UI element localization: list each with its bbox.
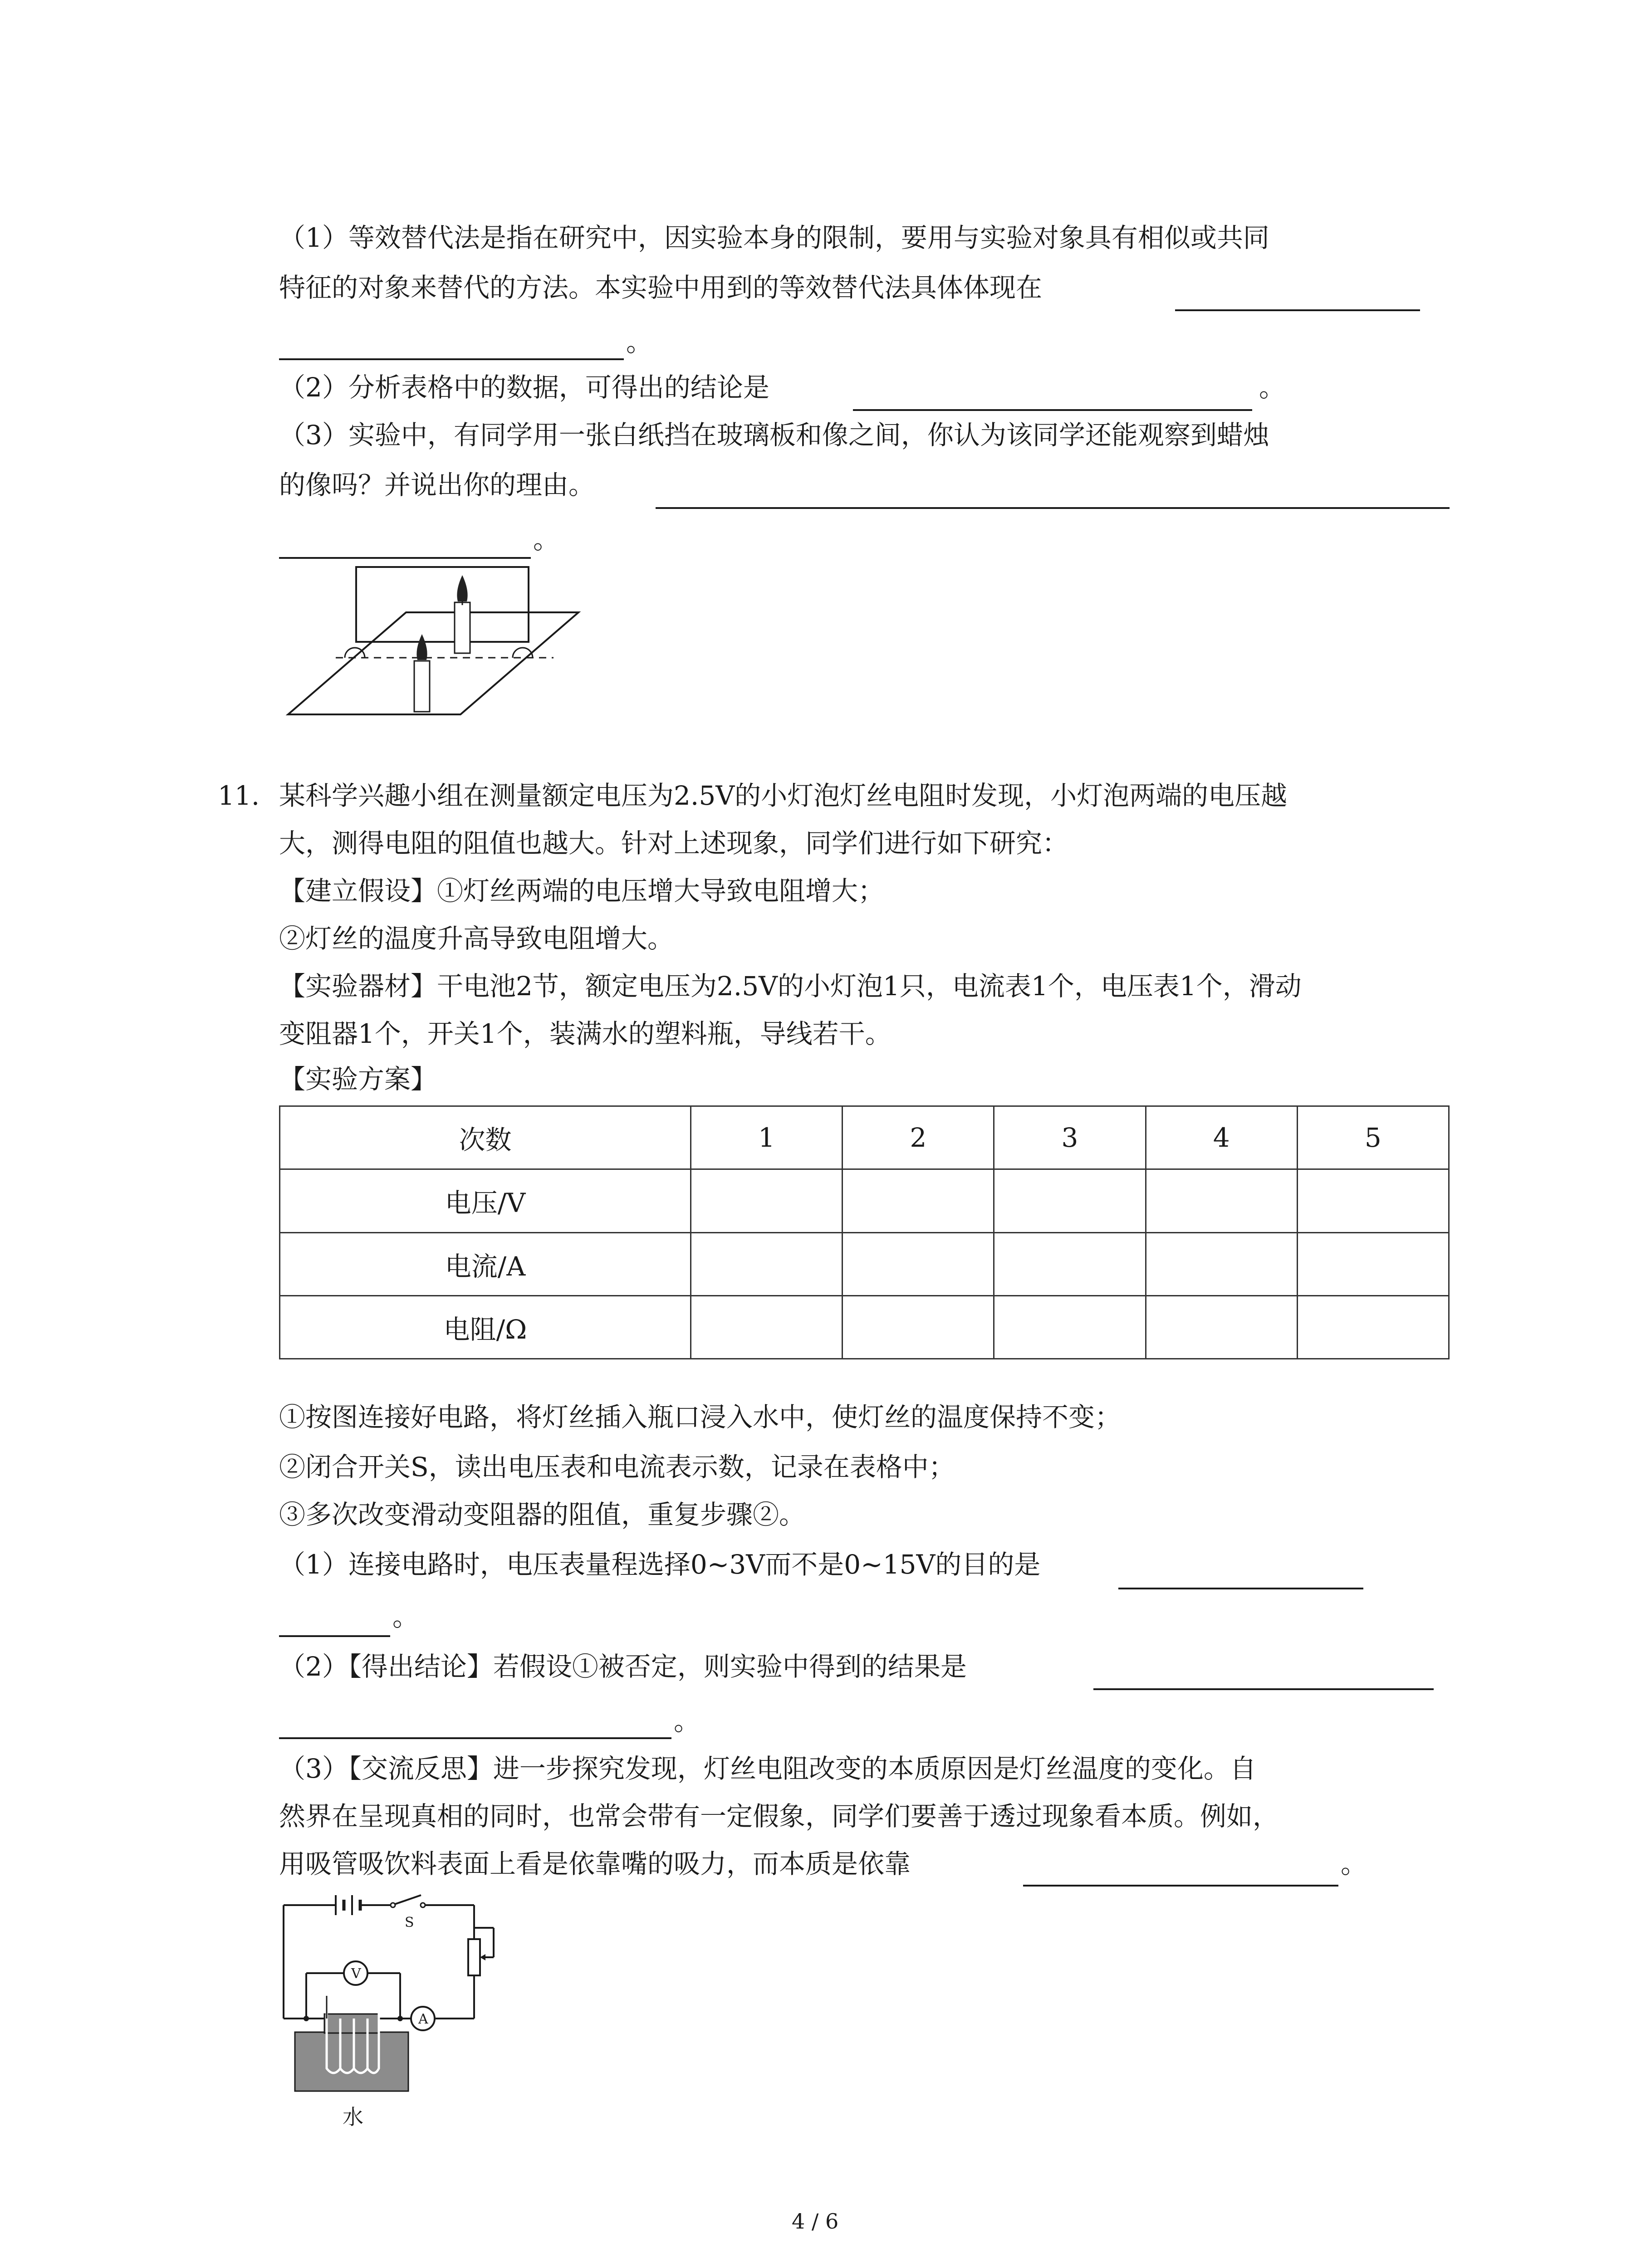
table-header-row (280, 1106, 1449, 1169)
q10-part2: （2）分析表格中的数据，可得出的结论是 (279, 372, 769, 403)
table-cell[interactable] (843, 1232, 994, 1295)
measurement-table (279, 1105, 1450, 1359)
table-cell[interactable] (1146, 1169, 1297, 1232)
q11-part2-end: 。 (674, 1706, 700, 1736)
ammeter-label: A (418, 2011, 428, 2027)
switch-label: S (405, 1915, 414, 1931)
q11-part3-line3: 用吸管吸饮料表面上看是依靠嘴的吸力，而本质是依靠 (279, 1848, 911, 1879)
q11-part3-line2: 然界在呈现真相的同时，也常会带有一定假象，同学们要善于透过现象看本质。例如， (279, 1801, 1279, 1832)
q10-part1-answer-blank-b[interactable] (279, 358, 624, 360)
table-header-cell: 5 (1297, 1106, 1449, 1169)
q11-equipment-line2: 变阻器1个，开关1个，装满水的塑料瓶，导线若干。 (279, 1018, 892, 1049)
table-cell[interactable] (1297, 1295, 1449, 1359)
table-cell[interactable] (843, 1169, 994, 1232)
q11-part3-end: 。 (1341, 1848, 1367, 1879)
q11-intro-line2: 大，测得电阻的阻值也越大。针对上述现象，同学们进行如下研究： (279, 828, 1069, 859)
front-candle-icon (414, 634, 430, 712)
table-header-cell: 4 (1146, 1106, 1297, 1169)
q11-hypothesis-2: ②灯丝的温度升高导致电阻增大。 (279, 923, 674, 954)
q11-part1-answer-blank-b[interactable] (279, 1635, 390, 1637)
q11-part3-answer-blank[interactable] (1023, 1885, 1338, 1887)
table-row-voltage (280, 1169, 1449, 1232)
table-cell[interactable] (691, 1295, 843, 1359)
row-label-voltage: 电压/V (280, 1169, 691, 1232)
water-label: 水 (343, 2105, 363, 2129)
q10-part1-line2: 特征的对象来替代的方法。本实验中用到的等效替代法具体体现在 (279, 272, 1043, 303)
q10-part2-end: 。 (1259, 372, 1286, 403)
q11-part3-line1: （3）【交流反思】进一步探究发现，灯丝电阻改变的本质原因是灯丝温度的变化。自 (279, 1753, 1256, 1784)
table-cell[interactable] (1297, 1169, 1449, 1232)
table-cell[interactable] (994, 1232, 1146, 1295)
table-cell[interactable] (1297, 1232, 1449, 1295)
q11-equipment-line1: 【实验器材】干电池2节，额定电压为2.5V的小灯泡1只，电流表1个，电压表1个，滑动 (279, 971, 1302, 1002)
q10-part3-line2: 的像吗？并说出你的理由。 (279, 469, 595, 500)
table-header-cell: 次数 (280, 1106, 691, 1169)
voltmeter-icon (344, 1961, 367, 1985)
table-row-resistance (280, 1295, 1449, 1359)
water-bottle-icon (295, 2014, 408, 2091)
q11-part1-answer-blank-a[interactable] (1118, 1588, 1363, 1589)
q11-part1: （1）连接电路时，电压表量程选择0~3V而不是0~15V的目的是 (279, 1549, 1041, 1580)
q11-step-2: ②闭合开关S，读出电压表和电流表示数，记录在表格中； (279, 1452, 955, 1482)
row-label-current: 电流/A (280, 1232, 691, 1295)
q11-hypothesis-1: 【建立假设】①灯丝两端的电压增大导致电阻增大； (279, 875, 885, 906)
table-cell[interactable] (994, 1169, 1146, 1232)
q10-part2-answer-blank[interactable] (853, 409, 1252, 411)
q10-part3-answer-blank-a[interactable] (656, 507, 1450, 509)
q10-part1-answer-blank-a[interactable] (1175, 309, 1420, 311)
table-row-current (280, 1232, 1449, 1295)
q10-part3-end: 。 (533, 524, 560, 555)
q11-step-1: ①按图连接好电路，将灯丝插入瓶口浸入水中，使灯丝的温度保持不变； (279, 1402, 1122, 1432)
q11-step-3: ③多次改变滑动变阻器的阻值，重复步骤②。 (279, 1499, 806, 1530)
rear-candle-icon (455, 575, 470, 653)
q11-part1-end: 。 (392, 1601, 419, 1632)
circuit-diagram (272, 1882, 508, 2100)
table-header-cell: 3 (994, 1106, 1146, 1169)
q11-intro-line1: 某科学兴趣小组在测量额定电压为2.5V的小灯泡灯丝电阻时发现，小灯泡两端的电压越 (279, 780, 1288, 811)
table-cell[interactable] (994, 1295, 1146, 1359)
q11-number: 11. (218, 780, 260, 811)
table-cell[interactable] (1146, 1232, 1297, 1295)
row-label-resistance: 电阻/Ω (280, 1295, 691, 1359)
q10-part3-line1: （3）实验中，有同学用一张白纸挡在玻璃板和像之间，你认为该同学还能观察到蜡烛 (279, 420, 1269, 450)
q11-part2-answer-blank-b[interactable] (279, 1737, 671, 1739)
rheostat-icon (468, 1928, 494, 1975)
q11-part2: （2）【得出结论】若假设①被否定，则实验中得到的结果是 (279, 1651, 967, 1682)
table-cell[interactable] (843, 1295, 994, 1359)
battery-icon (336, 1895, 360, 1915)
ammeter-icon (411, 2007, 435, 2030)
q10-part1-line1: （1）等效替代法是指在研究中，因实验本身的限制，要用与实验对象具有相似或共同 (279, 222, 1269, 253)
voltmeter-label: V (351, 1966, 361, 1982)
table-cell[interactable] (691, 1169, 843, 1232)
table-cell[interactable] (1146, 1295, 1297, 1359)
q11-part2-answer-blank-a[interactable] (1093, 1688, 1434, 1690)
switch-icon (391, 1895, 425, 1907)
q11-plan-heading: 【实验方案】 (279, 1064, 437, 1095)
table-header-cell: 1 (691, 1106, 843, 1169)
mirror-candle-figure (279, 558, 588, 730)
table-header-cell: 2 (843, 1106, 994, 1169)
table-cell[interactable] (691, 1232, 843, 1295)
page-number: 4 / 6 (792, 2209, 839, 2234)
q10-part1-end: 。 (626, 327, 653, 357)
